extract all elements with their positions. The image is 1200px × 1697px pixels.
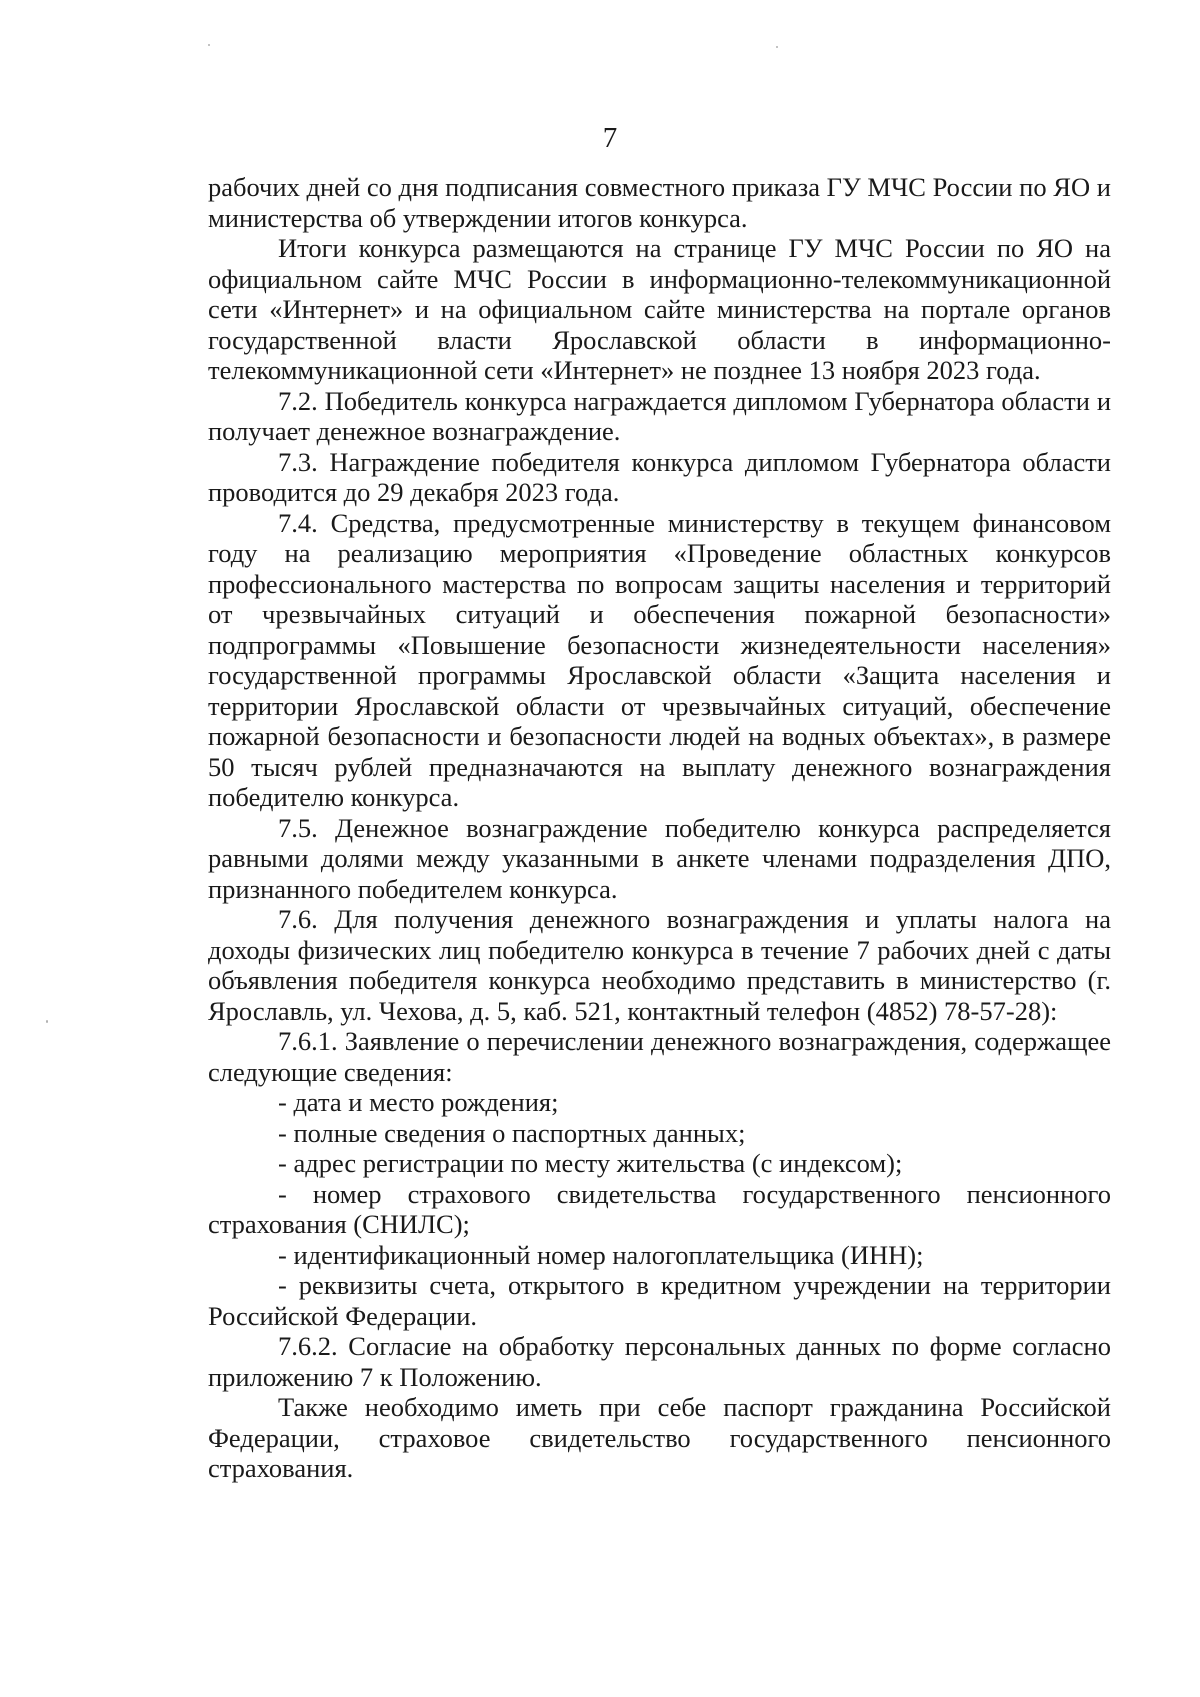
- body-text: [208, 172, 1111, 1484]
- paragraph-7-4: 7.4. Средства, предусмотренные министерству в текущем финансовом году на реализацию мероприятия «Проведение областных конкурсов профессионального мастерства по вопросам защиты населения и территорий от чрезвычайных ситуаций и обеспечения пожарной безопасности» подпрограммы «Повышение безопасности жизнедеятельности населения» государственной программы Ярославской области «Защита населения и территории Ярославской области от чрезвычайных ситуаций, обеспечение пожарной безопасности и безопасности людей на водных объектах», в размере 50 тысяч рублей предназначаются на выплату денежного вознаграждения победителю конкурса.: [208, 507, 1111, 812]
- scan-speck: [46, 1020, 48, 1023]
- list-item: - номер страхового свидетельства государственного пенсионного страхования (СНИЛС);: [208, 1178, 1111, 1239]
- paragraph-7-6-1: 7.6.1. Заявление о перечислении денежного вознаграждения, содержащее следующие сведения:: [208, 1026, 1111, 1087]
- scan-speck: [776, 46, 778, 48]
- list-item: - адрес регистрации по месту жительства (с индексом);: [278, 1148, 903, 1178]
- paragraph-7-2: 7.2. Победитель конкурса награждается дипломом Губернатора области и получает денежное вознаграждение.: [208, 385, 1111, 446]
- list-item: - полные сведения о паспортных данных;: [278, 1117, 746, 1148]
- paragraph-continued: рабочих дней со дня подписания совместного приказа ГУ МЧС России по ЯО и министерства об утверждении итогов конкурса.: [208, 172, 1111, 233]
- paragraph-passport: Также необходимо иметь при себе паспорт гражданина Российской Федерации, страховое свидетельство государственного пенсионного страхования.: [208, 1392, 1111, 1483]
- scan-speck: [208, 44, 210, 46]
- paragraph-7-3: 7.3. Награждение победителя конкурса дипломом Губернатора области проводится до 29 декабря 2023 года.: [208, 446, 1111, 507]
- paragraph-7-6: 7.6. Для получения денежного вознаграждения и уплаты налога на доходы физических лиц победителю конкурса в течение 7 рабочих дней с даты объявления победителя конкурса необходимо представить в министерство (г. Ярославль, ул. Чехова, д. 5, каб. 521, контактный телефон (4852) 78-57-28):: [208, 904, 1111, 1026]
- list-item: - реквизиты счета, открытого в кредитном учреждении на территории Российской Федерации.: [208, 1270, 1111, 1331]
- paragraph-results: Итоги конкурса размещаются на странице ГУ МЧС России по ЯО на официальном сайте МЧС России в информационно-телекоммуникационной сети «Интернет» и на официальном сайте министерства на портале органов государственной власти Ярославской области в информационно-телекоммуникационной сети «Интернет» не позднее 13 ноября 2023 года.: [208, 233, 1111, 385]
- paragraph-7-6-2: 7.6.2. Согласие на обработку персональных данных по форме согласно приложению 7 к Положению.: [208, 1331, 1111, 1392]
- list-item: - идентификационный номер налогоплательщика (ИНН);: [278, 1239, 924, 1270]
- list-item: - дата и место рождения;: [278, 1087, 559, 1117]
- paragraph-7-5: 7.5. Денежное вознаграждение победителю конкурса распределяется равными долями между указанными в анкете членами подразделения ДПО, признанного победителем конкурса.: [208, 812, 1111, 904]
- page-number: 7: [602, 122, 618, 154]
